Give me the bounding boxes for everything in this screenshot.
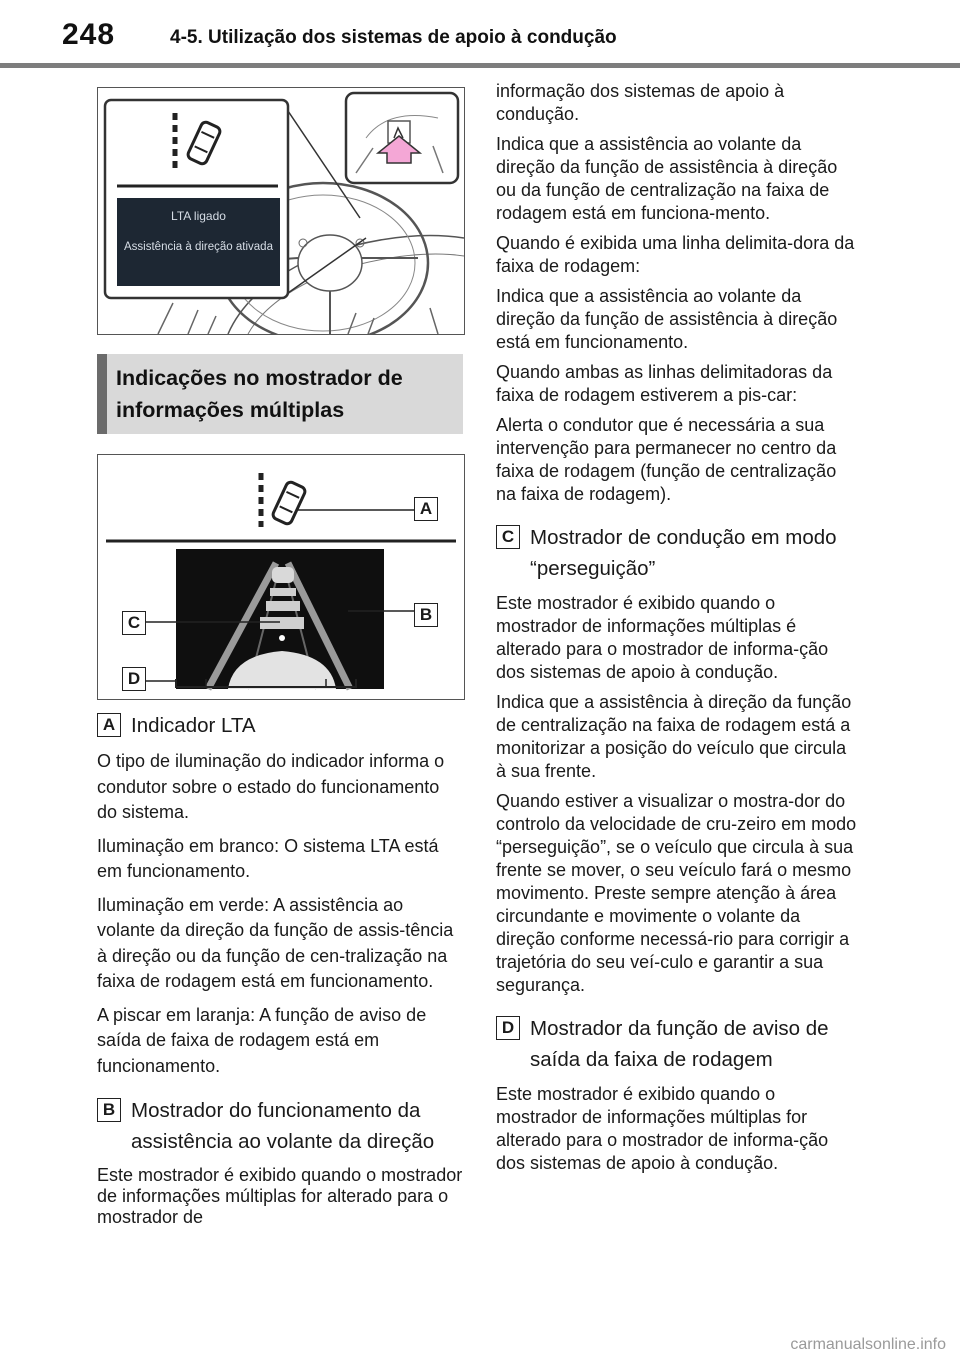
callout-a: A [414, 497, 438, 521]
item-d-heading [496, 1013, 860, 1075]
right-paragraph-5: Alerta o condutor que é necessária a sua intervenção para permanecer no centro da faixa de rodagem (função de centralização na faixa de rodagem). [496, 415, 837, 504]
right-continued-paragraph: informação dos sistemas de apoio à condução. [496, 81, 785, 124]
right-column [496, 80, 860, 1182]
item-c-heading [496, 522, 860, 584]
item-a-badge: A [97, 713, 121, 737]
item-c-badge: C [496, 525, 520, 549]
heading-line-1: Indicações no mostrador de [116, 366, 403, 390]
page-number: 248 [62, 18, 116, 51]
item-a-paragraph-4: A piscar em laranja: A função de aviso de saída de faixa de rodagem está em funcionamento. [97, 1004, 427, 1076]
display-line-2: Assistência à direção ativada [124, 241, 273, 253]
item-a-title: Indicador LTA [131, 714, 256, 737]
lta-indicator-icon [261, 473, 307, 527]
lead-car-icon [272, 567, 294, 583]
item-d-badge: D [496, 1016, 520, 1040]
callout-b: B [414, 603, 438, 627]
item-a-paragraph-3: Iluminação em verde: A assistência ao volante da direção da função de assis-tência à direção ou da função de cen-tralização na faixa de rodagem está em funcionamento. [97, 894, 454, 991]
right-paragraph-2: Quando é exibida uma linha delimita-dora da faixa de rodagem: [496, 233, 855, 276]
item-b-heading [97, 1095, 463, 1157]
page-header [0, 0, 960, 64]
heading-line-2: informações múltiplas [116, 398, 345, 422]
item-c-paragraph-3: Quando estiver a visualizar o mostra-dor do controlo da velocidade de cru-zeiro em modo “perseguição”, se o veículo que circula à sua frente se mover, o seu veículo fará o mesmo movimento. Preste sempre atenção à área circundante e movimente o volante da direção conforme necessá-rio para corrigir a trajetória do seu veí-culo e garantir a sua segurança. [496, 791, 857, 995]
right-paragraph-1: Indica que a assistência ao volante da direção da função de assistência à direção ou da função de centralização na faixa de rodagem está em funciona-mento. [496, 134, 838, 223]
item-c-paragraph-2: Indica que a assistência à direção da função de centralização na faixa de rodagem está a monitorizar a posição do veículo que circula à sua frente. [496, 692, 852, 781]
item-b-badge: B [97, 1098, 121, 1122]
item-b-paragraph-1: Este mostrador é exibido quando o mostrador de informações múltiplas for alterado para o mostrador de [97, 1165, 463, 1227]
item-b-title: Mostrador do funcionamento da assistência ao volante da direção [131, 1099, 435, 1153]
item-c-paragraph-1: Este mostrador é exibido quando o mostrador de informações múltiplas é alterado para o mostrador de informa-ção dos sistemas de apoio à condução. [496, 593, 829, 682]
section-heading [97, 354, 463, 434]
right-paragraph-3: Indica que a assistência ao volante da direção da função de assistência à direção está em funcionamento. [496, 286, 838, 352]
mid-display-illustration [98, 455, 464, 699]
item-a-paragraph-2: Iluminação em branco: O sistema LTA está em funcionamento. [97, 835, 439, 881]
figure-steering-wheel [97, 87, 465, 335]
left-column [97, 706, 463, 1236]
item-d-title: Mostrador da função de aviso de saída da faixa de rodagem [530, 1017, 829, 1071]
item-a-paragraph-1: O tipo de iluminação do indicador informa o condutor sobre o estado do funcionamento do sistema. [97, 751, 445, 822]
watermark: carmanualsonline.info [790, 1336, 946, 1353]
display-line-1: LTA ligado [171, 209, 226, 223]
callout-d: D [122, 667, 146, 691]
right-paragraph-4: Quando ambas as linhas delimitadoras da faixa de rodagem estiverem a pis-car: [496, 362, 833, 405]
item-d-paragraph-1: Este mostrador é exibido quando o mostrador de informações múltiplas for alterado para o mostrador de informa-ção dos sistemas de apoio à condução. [496, 1084, 829, 1173]
header-rule [0, 63, 960, 68]
callout-c: C [122, 611, 146, 635]
item-a-heading [97, 710, 463, 741]
item-c-title: Mostrador de condução em modo “perseguição” [530, 526, 837, 580]
figure-multi-info-display [97, 454, 465, 700]
section-title: 4-5. Utilização dos sistemas de apoio à condução [170, 27, 617, 48]
